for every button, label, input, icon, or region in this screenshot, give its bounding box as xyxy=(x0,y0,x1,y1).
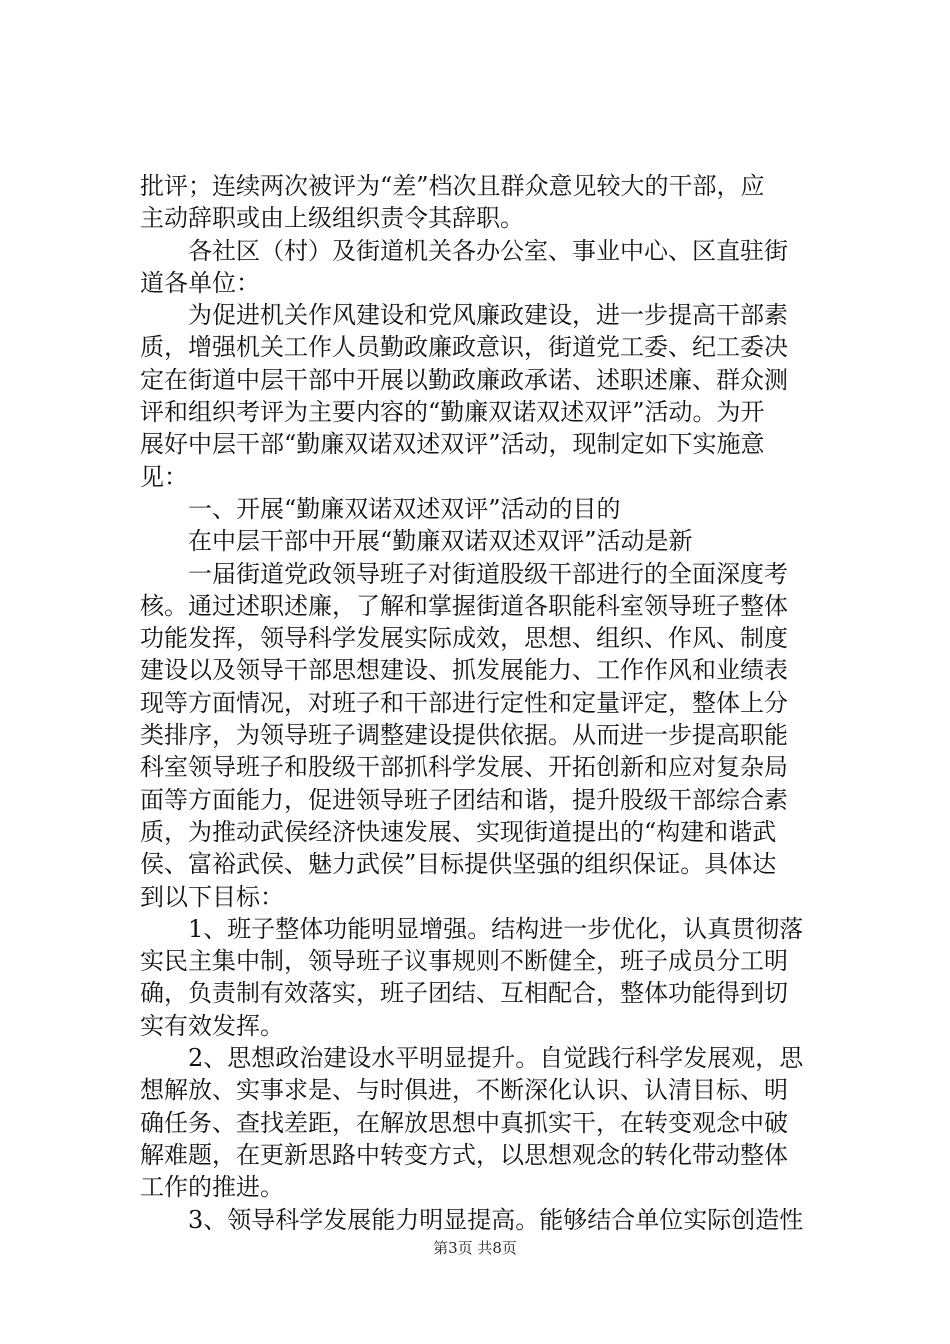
text-line: 面等方面能力，促进领导班子团结和谐，提升股级干部综合素 xyxy=(140,785,788,814)
text-line: 3、领导科学发展能力明显提高。能够结合单位实际创造性 xyxy=(188,1205,804,1234)
text-line: 定在街道中层干部中开展以勤政廉政承诺、述职述廉、群众测 xyxy=(140,365,788,394)
text-line: 核。通过述职述廉，了解和掌握街道各职能科室领导班子整体 xyxy=(140,591,788,620)
text-line: 建设以及领导干部思想建设、抓发展能力、工作作风和业绩表 xyxy=(140,656,788,685)
text-line: 质，增强机关工作人员勤政廉政意识，街道党工委、纪工委决 xyxy=(140,333,788,362)
text-line: 科室领导班子和股级干部抓科学发展、开拓创新和应对复杂局 xyxy=(140,753,788,782)
text-line: 为促进机关作风建设和党风廉政建设，进一步提高干部素 xyxy=(188,301,788,330)
text-line: 功能发挥，领导科学发展实际成效，思想、组织、作风、制度 xyxy=(140,624,788,653)
text-line: 在中层干部中开展“勤廉双诺双述双评”活动是新 xyxy=(188,527,693,556)
text-line: 想解放、实事求是、与时俱进，不断深化认识、认清目标、明 xyxy=(140,1076,788,1105)
text-line: 现等方面情况，对班子和干部进行定性和定量评定，整体上分 xyxy=(140,688,788,717)
text-line: 道各单位： xyxy=(140,268,260,297)
text-line: 实有效发挥。 xyxy=(140,1011,284,1040)
text-line: 主动辞职或由上级组织责令其辞职。 xyxy=(140,204,524,233)
text-line: 见： xyxy=(140,462,188,491)
text-line: 批评；连续两次被评为“差”档次且群众意见较大的干部，应 xyxy=(140,172,765,200)
text-line: 侯、富裕武侯、魅力武侯”目标提供坚强的组织保证。具体达 xyxy=(140,850,777,879)
text-line: 2、思想政治建设水平明显提升。自觉践行科学发展观，思 xyxy=(188,1044,804,1073)
text-line: 到以下目标： xyxy=(140,882,284,911)
page-footer: 第3页 共8页 xyxy=(433,1239,517,1257)
text-line: 各社区（村）及街道机关各办公室、事业中心、区直驻街 xyxy=(188,236,788,265)
text-line: 评和组织考评为主要内容的“勤廉双诺双述双评”活动。为开 xyxy=(140,398,765,427)
text-line: 一届街道党政领导班子对街道股级干部进行的全面深度考 xyxy=(188,559,788,588)
text-line: 一、开展“勤廉双诺双述双评”活动的目的 xyxy=(188,494,621,523)
text-line: 解难题，在更新思路中转变方式，以思想观念的转化带动整体 xyxy=(140,1140,788,1169)
text-line: 工作的推进。 xyxy=(140,1173,284,1202)
text-line: 确任务、查找差距，在解放思想中真抓实干，在转变观念中破 xyxy=(140,1108,788,1137)
text-line: 确，负责制有效落实，班子团结、互相配合，整体功能得到切 xyxy=(140,979,788,1008)
text-line: 实民主集中制，领导班子议事规则不断健全，班子成员分工明 xyxy=(140,947,788,976)
text-line: 质，为推动武侯经济快速发展、实现街道提出的“构建和谐武 xyxy=(140,817,777,846)
text-line: 类排序，为领导班子调整建设提供依据。从而进一步提高职能 xyxy=(140,721,788,750)
document-body xyxy=(140,170,830,1236)
text-line: 1、班子整体功能明显增强。结构进一步优化，认真贯彻落 xyxy=(188,914,804,943)
text-line: 展好中层干部“勤廉双诺双述双评”活动，现制定如下实施意 xyxy=(140,430,765,459)
